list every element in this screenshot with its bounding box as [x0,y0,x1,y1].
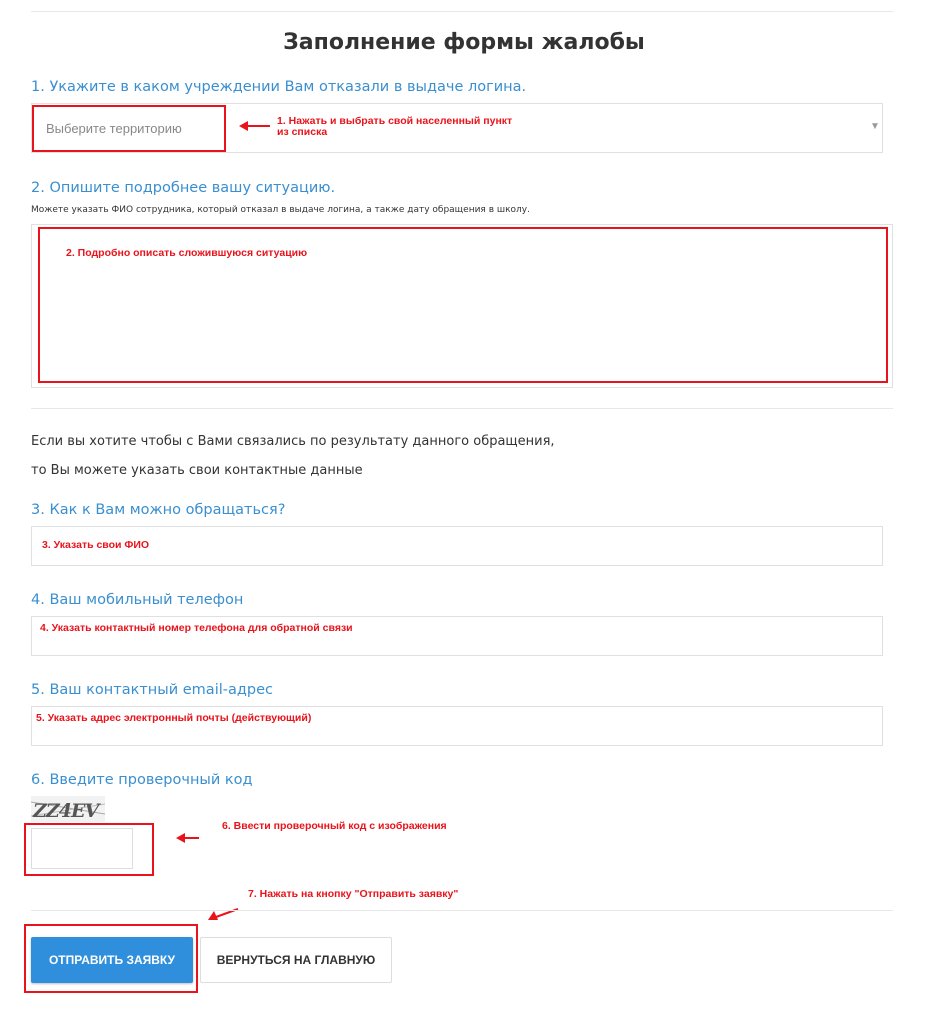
captcha-image [31,796,105,822]
arrow-icon-6 [175,830,201,844]
question-1-label: 1. Укажите в каком учреждении Вам отказали в выдаче логина. [31,79,527,95]
annotation-box-7 [24,924,198,993]
question-2-label: 2. Опишите подробнее вашу ситуацию. [31,180,336,196]
annotation-5: 5. Указать адрес электронный почты (действующий) [36,712,312,724]
annotation-2: 2. Подробно описать сложившуюся ситуацию [66,247,308,259]
annotation-1-line1: 1. Нажать и выбрать свой населенный пункт [277,115,513,127]
captcha-text: ZZ4EV [33,800,99,822]
chevron-down-icon[interactable]: ▼ [870,121,880,132]
back-to-main-button[interactable]: ВЕРНУТЬСЯ НА ГЛАВНУЮ [200,937,392,983]
contact-info-line-2: то Вы можете указать свои контактные данные [31,463,363,478]
top-divider [31,11,893,12]
annotation-6: 6. Ввести проверочный код с изображения [222,820,447,832]
territory-select-placeholder: Выберите территорию [46,121,182,136]
question-4-label: 4. Ваш мобильный телефон [31,592,244,608]
question-2-hint: Можете указать ФИО сотрудника, который отказал в выдаче логина, а также дату обращения в школу. [31,205,530,215]
annotation-7: 7. Нажать на кнопку "Отправить заявку" [248,888,459,900]
section-divider [31,408,893,409]
arrow-icon-1 [238,119,272,133]
submit-button[interactable]: ОТПРАВИТЬ ЗАЯВКУ [31,937,193,983]
page-title: Заполнение формы жалобы [283,30,645,55]
annotation-1-line2: из списка [277,126,328,138]
question-6-label: 6. Введите проверочный код [31,772,253,788]
question-3-label: 3. Как к Вам можно обращаться? [31,502,286,518]
annotation-box-1 [32,105,226,152]
arrow-icon-7 [206,906,240,922]
annotation-4: 4. Указать контактный номер телефона для обратной связи [40,622,353,634]
contact-info-line-1: Если вы хотите чтобы с Вами связались по результату данного обращения, [31,434,555,449]
footer-divider [31,910,893,911]
question-5-label: 5. Ваш контактный email-адрес [31,682,273,698]
annotation-3: 3. Указать свои ФИО [42,539,150,551]
annotation-box-6 [24,823,154,876]
name-input[interactable] [31,526,883,566]
